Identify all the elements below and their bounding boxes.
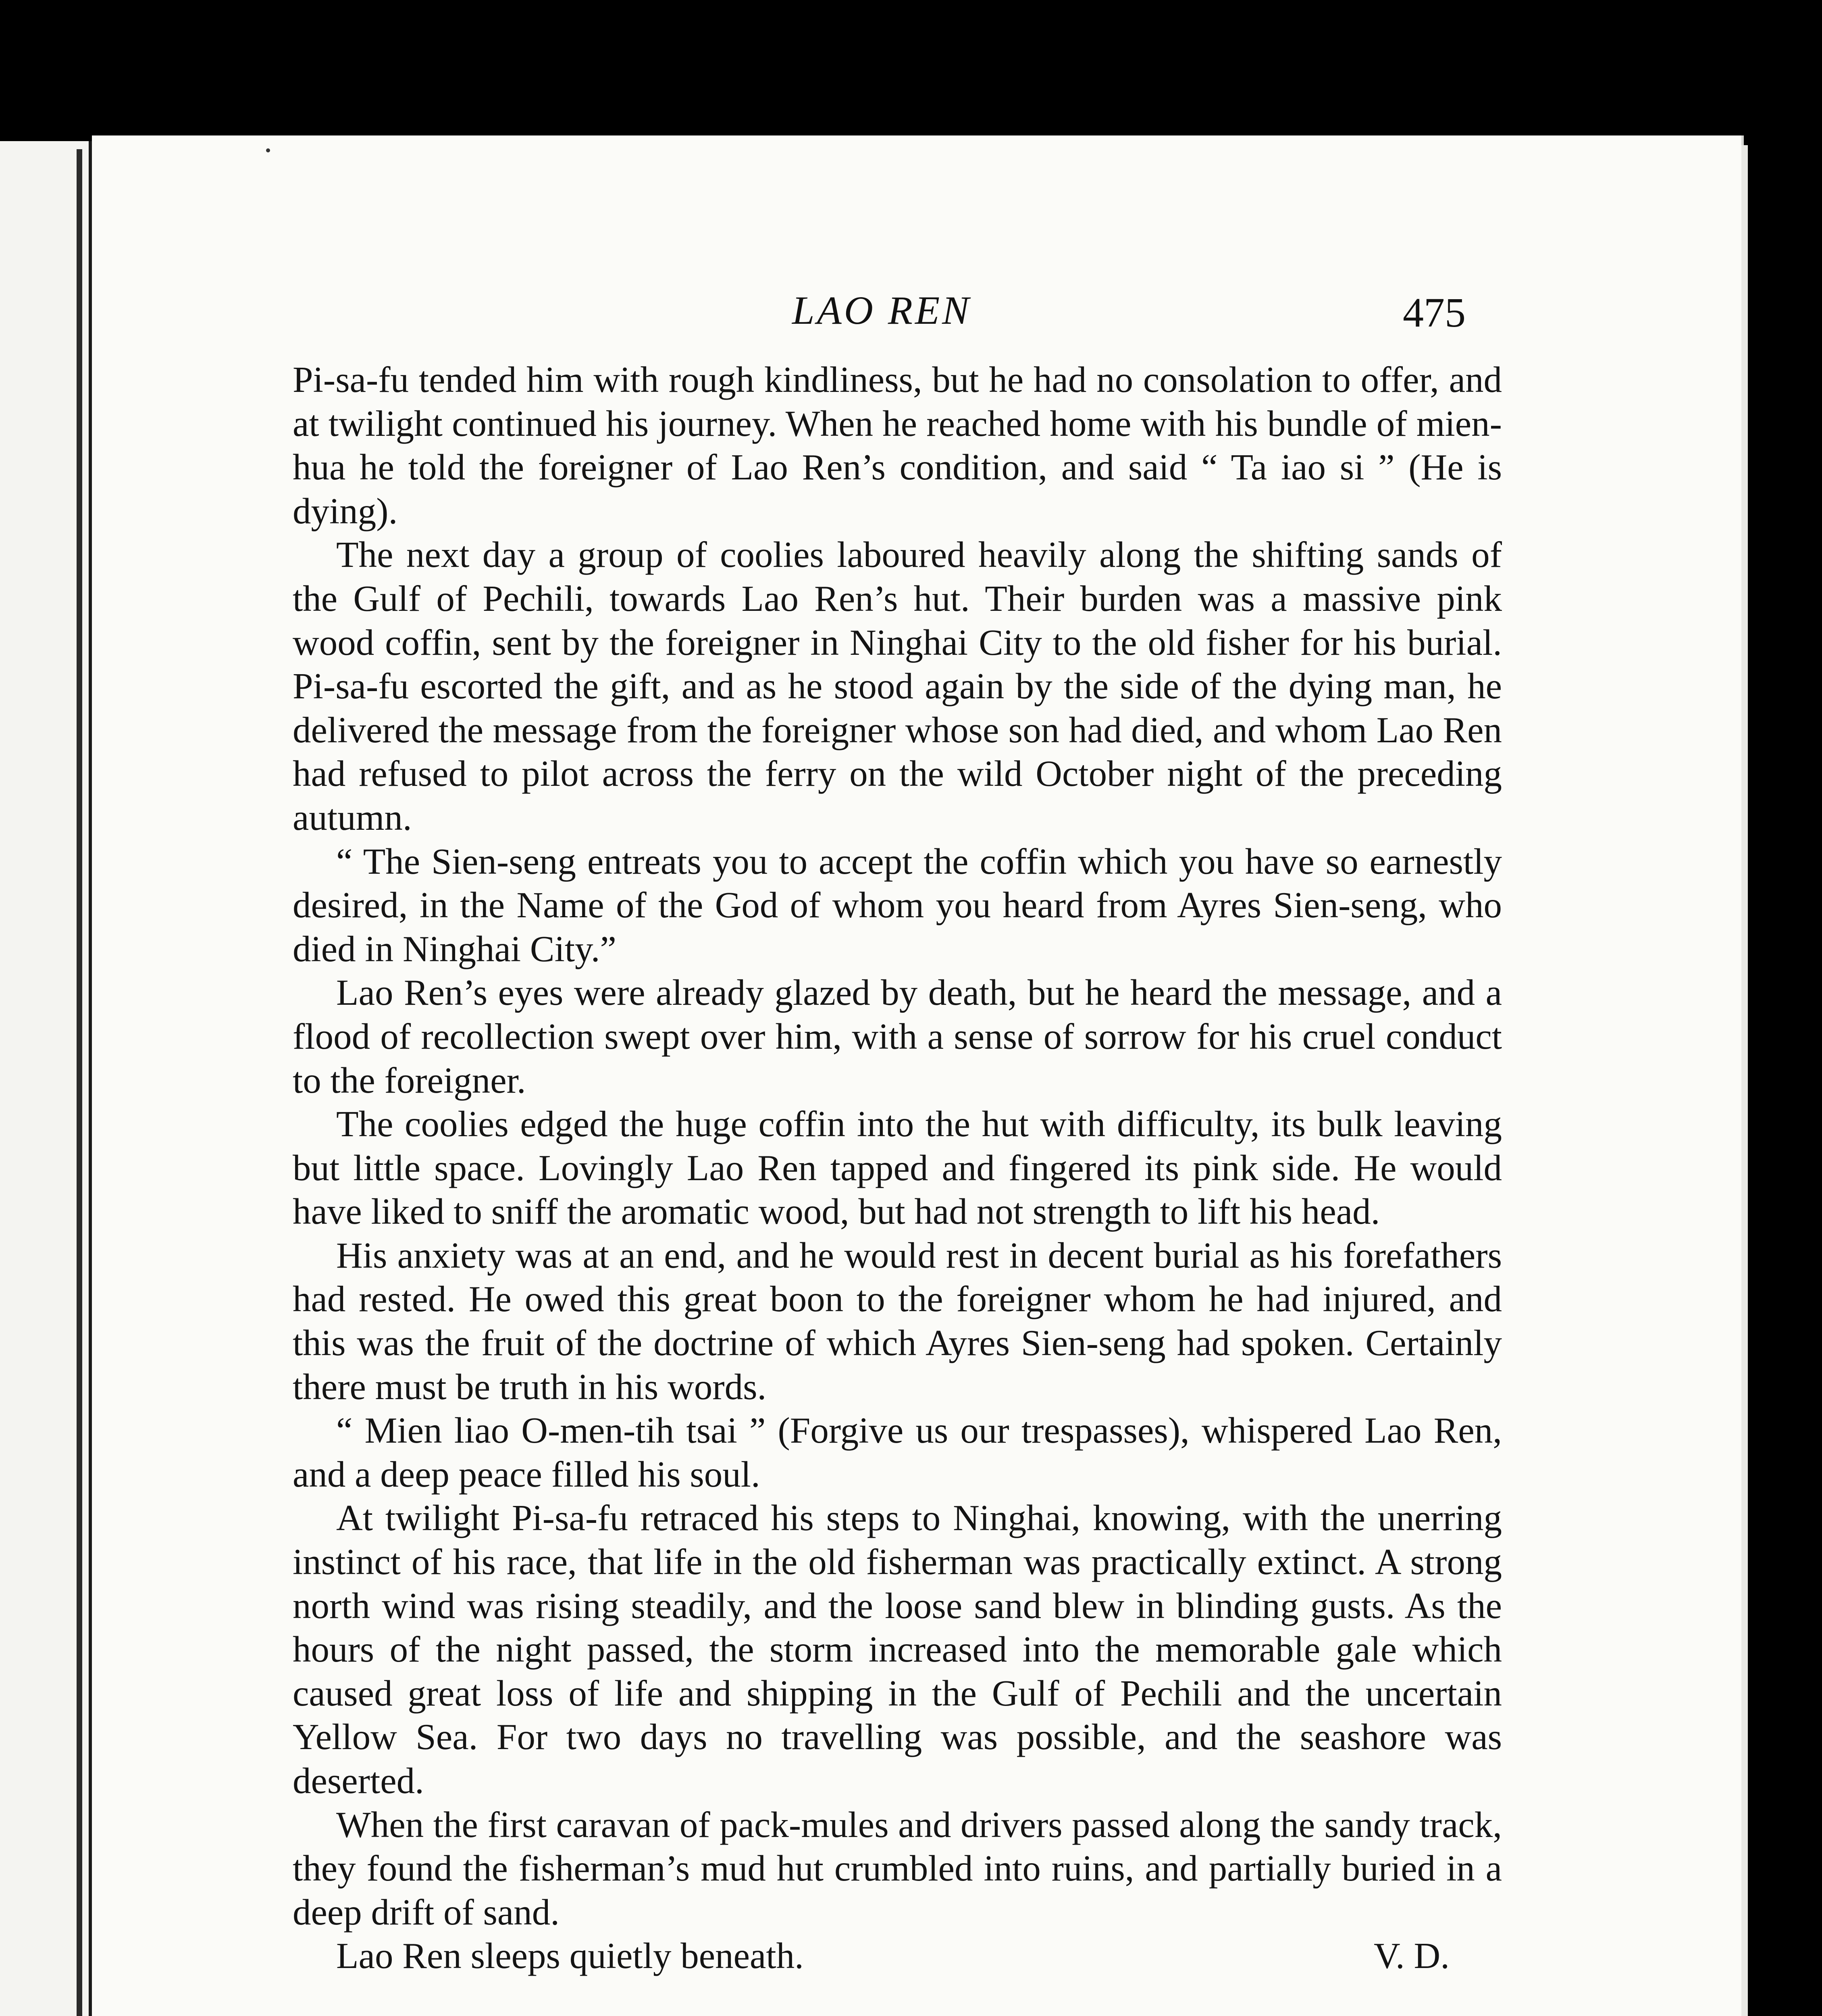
running-head: LAO REN	[792, 288, 971, 333]
paragraph: When the first caravan of pack-mules and drivers passed along the sandy track, they found the fisherman’s mud hut crumbled into ruins, and partially buried in a deep drift of sand.	[293, 1804, 1502, 1933]
closing-line: Lao Ren sleeps quietly beneath.	[336, 1935, 804, 1976]
author-signature: V. D.	[1374, 1935, 1450, 1976]
closing-line-row	[293, 1934, 1502, 1978]
paragraph: “ Mien liao O-men-tih tsai ” (Forgive us our trespasses), whispered Lao Ren, and a deep peace filled his soul.	[293, 1410, 1502, 1495]
page-number: 475	[1403, 289, 1466, 336]
paragraph: “ The Sien-seng entreats you to accept the coffin which you have so earnestly desired, in the Name of the God of whom you heard from Ayres Sien-seng, who died in Ninghai City.”	[293, 841, 1502, 969]
print-speck	[266, 148, 270, 152]
page-edge	[1741, 145, 1748, 2016]
paragraph: At twilight Pi-sa-fu retraced his steps to Ninghai, knowing, with the unerring instinct of his race, that life in the old fisherman was practically extinct. A strong north wind was rising steadily, and the loose sand blew in blinding gusts. As the hours of the night passed, the storm increased into the memorable gale which caused great loss of life and shipping in the Gulf of Pechili and the uncertain Yellow Sea. For two days no travelling was possible, and the seashore was deserted.	[293, 1497, 1502, 1801]
body-text	[293, 358, 1502, 1978]
paragraph: His anxiety was at an end, and he would rest in decent burial as his forefathers had rested. He owed this great boon to the foreigner whom he had injured, and this was the fruit of the doctrine of which Ayres Sien-seng had spoken. Certainly there must be truth in his words.	[293, 1235, 1502, 1407]
paragraph: The next day a group of coolies laboured heavily along the shifting sands of the Gulf of Pechili, towards Lao Ren’s hut. Their burden was a massive pink wood coffin, sent by the foreigner in Ninghai City to the old fisher for his burial. Pi-sa-fu escorted the gift, and as he stood again by the side of the dying man, he delivered the message from the foreigner whose son had died, and whom Lao Ren had refused to pilot across the ferry on the wild October night of the preceding autumn.	[293, 534, 1502, 838]
paragraph: Pi-sa-fu tended him with rough kindliness, but he had no consolation to offer, and at twilight continued his journey. When he reached home with his bundle of mien-hua he told the foreigner of Lao Ren’s condition, and said “ Ta iao si ” (He is dying).	[293, 359, 1502, 531]
paragraph: The coolies edged the huge coffin into the hut with difficulty, its bulk leaving but little space. Lovingly Lao Ren tapped and fingered its pink side. He would have liked to sniff the aromatic wood, but had not strength to lift his head.	[293, 1104, 1502, 1232]
book-gutter	[77, 149, 82, 2016]
paragraph: Lao Ren’s eyes were already glazed by death, but he heard the message, and a flood of recollection swept over him, with a sense of sorrow for his cruel conduct to the foreigner.	[293, 972, 1502, 1101]
